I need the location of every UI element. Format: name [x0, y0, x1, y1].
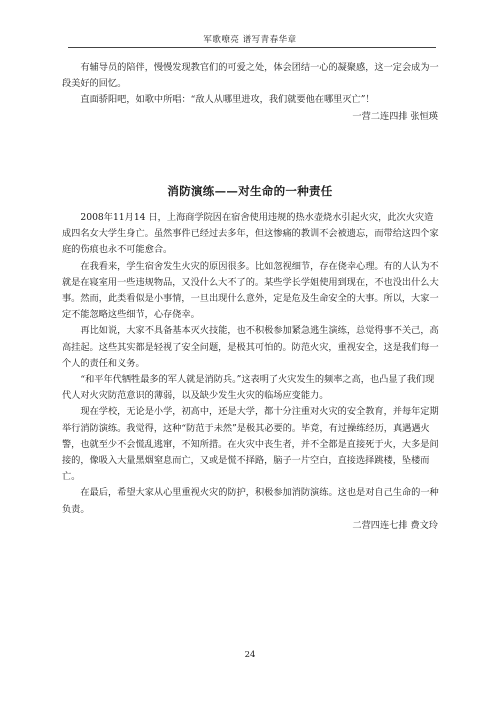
- paragraph: 在最后，希望大家从心里重视火灾的防护，积极参加消防演练。这也是对自己生命的一种负责。: [62, 487, 439, 515]
- running-header: 军歌嘹亮 谱写青春华章: [203, 35, 297, 45]
- signature: 二营四连七排 费文玲: [352, 519, 438, 531]
- page-number: 24: [244, 650, 256, 660]
- paragraph: 2008年11月14 日，上海商学院因在宿舍使用违规的热水壶烧水引起火灾，此次火灾造成四名女大学生身亡。虽然事件已经过去多年，但这惨痛的教训不会被遗忘，而带给这四个家庭的伤痕也永不可能愈合。: [62, 212, 439, 256]
- paragraph: 有辅导员的陪伴，慢慢发现教官们的可爱之处，体会团结一心的凝聚感，这一定会成为一段美好的回忆。: [62, 62, 439, 90]
- article-body: [62, 210, 440, 534]
- paragraph: 直面骄阳吧，如歌中所唱：“敌人从哪里进攻，我们就要他在哪里灭亡”！: [80, 94, 375, 106]
- paragraph: “和平年代牺牲最多的军人就是消防兵。”这表明了火灾发生的频率之高，也凸显了我们现代人对火灾防范意识的薄弱，以及缺少发生火灾的临场应变能力。: [62, 374, 435, 402]
- paragraph: 再比如说，大家不具备基本灭火技能，也不积极参加紧急逃生演练，总觉得事不关己，高高挂起。这些其实都是轻视了安全问题，是极其可怕的。防范火灾，重视安全，这是我们每一个人的责任和义务。: [62, 325, 439, 369]
- paragraph: 在我看来，学生宿舍发生火灾的原因很多。比如忽视细节，存在侥幸心理。有的人认为不就是在寝室用一些违规物品，又没什么大不了的。某些学长学姐使用到现在，不也没出什么大事。然而，此类看似是小事情，一旦出现什么意外，定是危及生命安全的大事。所以，大家一定不能忽略这些细节，心存侥幸。: [62, 260, 439, 321]
- top-section: [62, 60, 440, 125]
- paragraph: 现在学校，无论是小学，初高中，还是大学，都十分注重对火灾的安全教育，并每年定期举行消防演练。我觉得，这种“防范于未然”是极其必要的。毕竟，有过操练经历，真遇遇火警，也就至少不会慌乱逃窜，不知所措。在火灾中丧生者，并不全都是直接死于火，大多是间接的，像吸入大量黑烟窒息而亡，又或是慌不择路，脑子一片空白，直接选择跳楼，坠楼而亡。: [62, 406, 439, 483]
- header-rule: [68, 47, 436, 48]
- article-title: 消防演练——对生命的一种责任: [167, 184, 333, 198]
- signature: 一营二连四排 张恒瑛: [352, 110, 438, 122]
